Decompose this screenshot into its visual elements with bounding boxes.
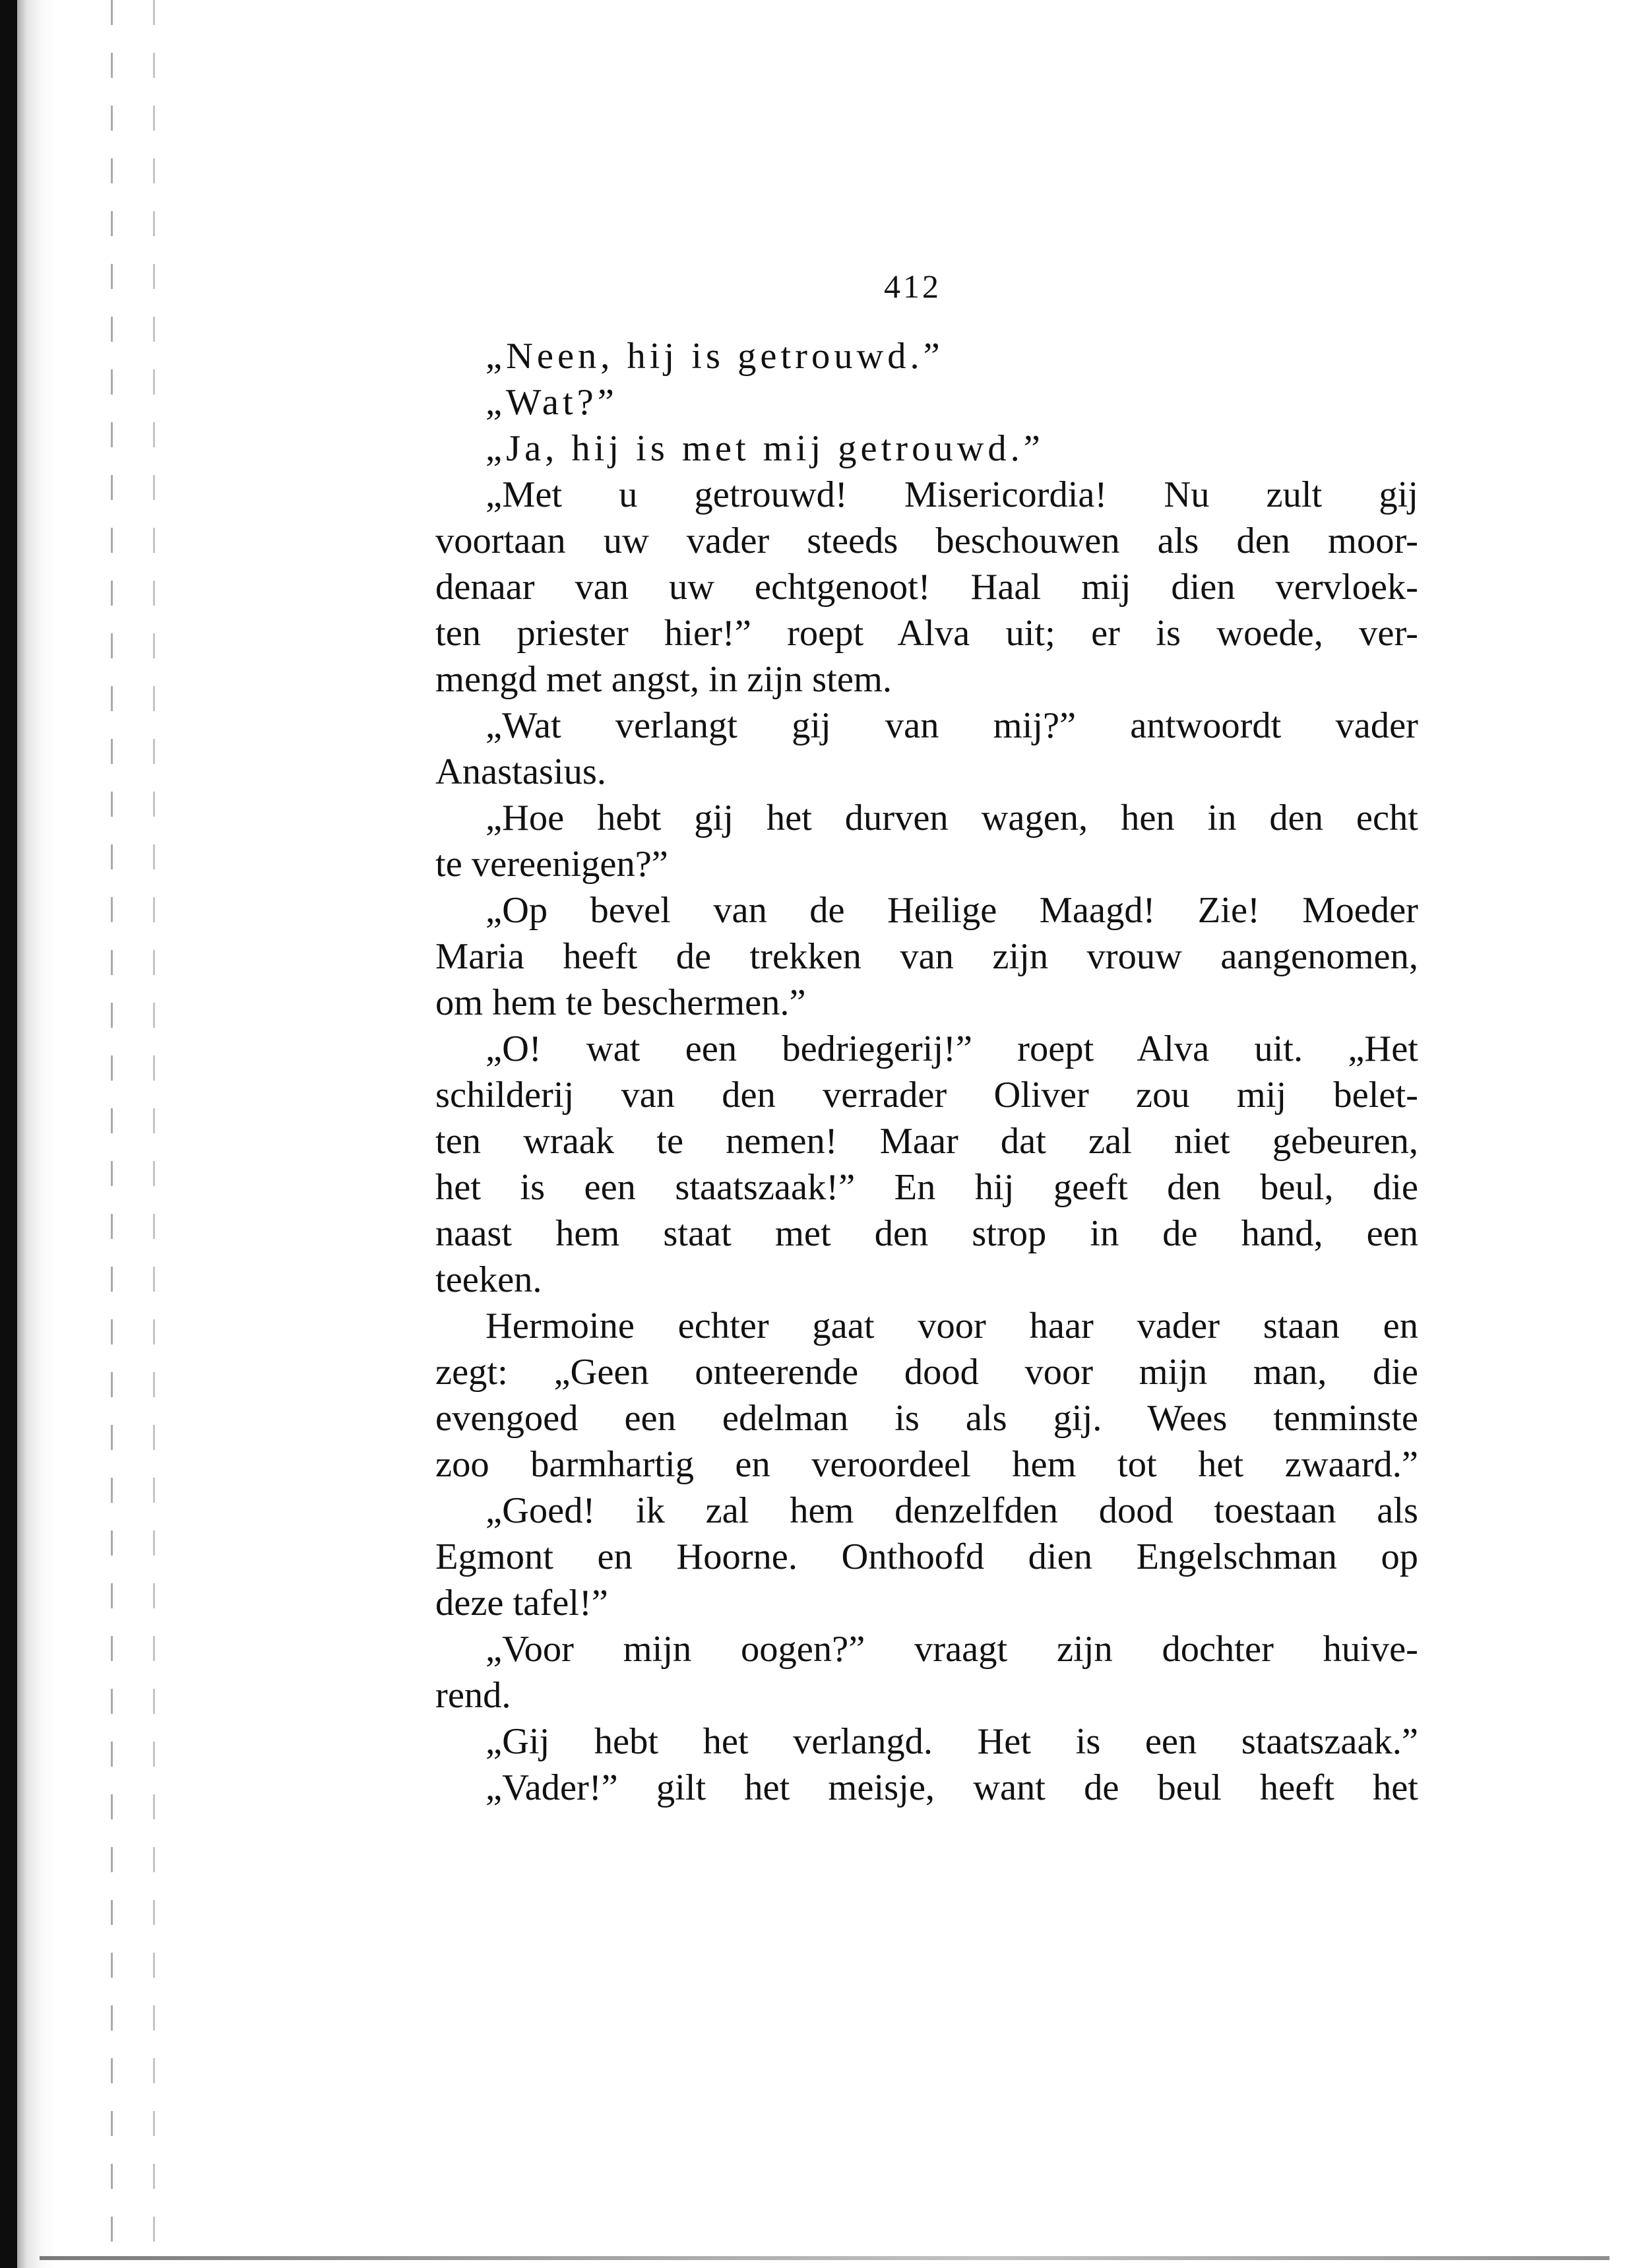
text-line-14: Maria heeft de trekken van zijn vrouw aangenomen, [435, 936, 1418, 977]
text-line-31: „Gij hebt het verlangd. Het is een staatszaak.” [485, 1721, 1418, 1762]
text-line-9: „Wat verlangt gij van mij?” antwoordt vader [485, 705, 1418, 746]
text-line-5: voortaan uw vader steeds beschouwen als den moor- [435, 520, 1418, 561]
page-bottom-edge [40, 2256, 1610, 2260]
text-line-20: naast hem staat met den strop in de hand, een [435, 1213, 1418, 1254]
text-line-30: rend. [435, 1675, 511, 1716]
spine-gradient [17, 0, 57, 2268]
text-line-32: „Vader!” gilt het meisje, want de beul heeft het [485, 1767, 1418, 1808]
text-line-3: „Ja, hij is met mij getrouwd.” [485, 428, 1044, 469]
text-line-16: „O! wat een bedriegerij!” roept Alva uit. „Het [485, 1028, 1418, 1069]
gutter-mark [111, 0, 113, 2268]
body-text [435, 333, 1418, 1811]
text-line-24: evengoed een edelman is als gij. Wees tenminste [435, 1398, 1418, 1439]
text-line-23: zegt: „Geen onteerende dood voor mijn man, die [435, 1352, 1418, 1393]
text-line-4: „Met u getrouwd! Misericordia! Nu zult gij [485, 474, 1418, 515]
text-line-17: schilderij van den verrader Oliver zou mij belet- [435, 1075, 1418, 1116]
text-line-22: Hermoine echter gaat voor haar vader staan en [485, 1306, 1418, 1346]
gutter-mark-secondary [153, 0, 155, 2268]
text-line-19: het is een staatszaak!” En hij geeft den beul, die [435, 1167, 1418, 1208]
text-line-25: zoo barmhartig en veroordeel hem tot het zwaard.” [435, 1444, 1418, 1485]
text-line-27: Egmont en Hoorne. Onthoofd dien Engelschman op [435, 1536, 1418, 1577]
text-line-12: te vereenigen?” [435, 844, 668, 885]
text-line-15: om hem te beschermen.” [435, 982, 806, 1023]
text-line-10: Anastasius. [435, 751, 606, 792]
text-line-21: teeken. [435, 1259, 542, 1300]
text-line-29: „Voor mijn oogen?” vraagt zijn dochter huive- [485, 1629, 1418, 1670]
text-line-7: ten priester hier!” roept Alva uit; er is woede, ver- [435, 613, 1418, 654]
text-line-26: „Goed! ik zal hem denzelfden dood toestaan als [485, 1490, 1418, 1531]
page-number: 412 [884, 268, 941, 305]
text-line-8: mengd met angst, in zijn stem. [435, 659, 892, 700]
text-line-2: „Wat?” [485, 382, 618, 423]
text-line-13: „Op bevel van de Heilige Maagd! Zie! Moeder [485, 890, 1418, 931]
text-line-1: „Neen, hij is getrouwd.” [485, 336, 944, 377]
book-spine-shadow [0, 0, 17, 2268]
text-line-18: ten wraak te nemen! Maar dat zal niet gebeuren, [435, 1121, 1418, 1162]
text-line-6: denaar van uw echtgenoot! Haal mij dien vervloek- [435, 567, 1418, 608]
text-line-11: „Hoe hebt gij het durven wagen, hen in den echt [485, 798, 1418, 838]
text-line-28: deze tafel!” [435, 1583, 608, 1623]
